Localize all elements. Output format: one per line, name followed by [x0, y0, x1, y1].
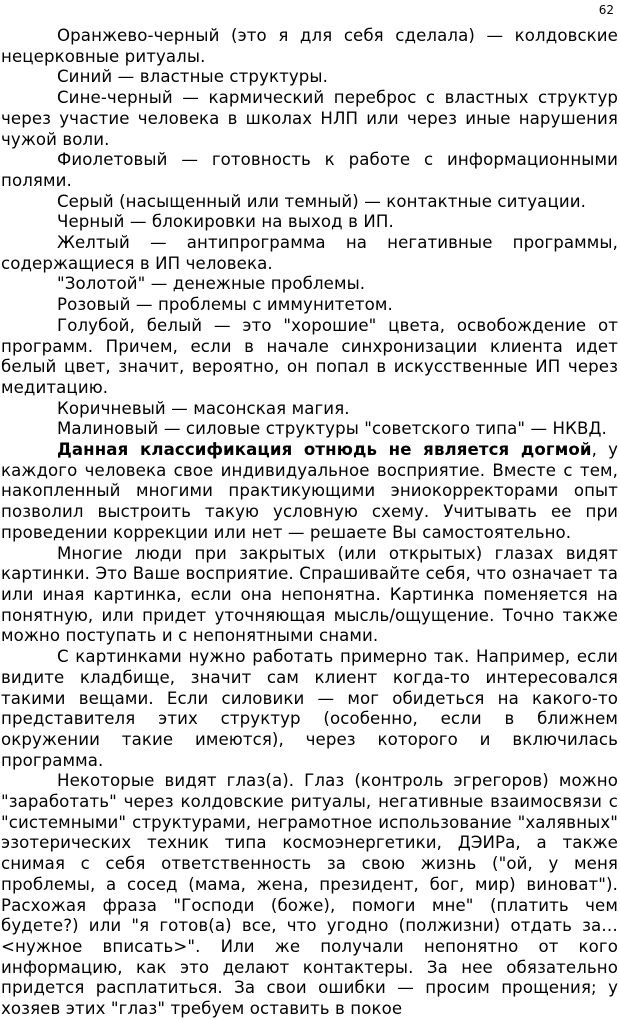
paragraph: Некоторые видят глаз(а). Глаз (контроль эгрегоров) можно "заработать" через колдовские ритуалы, негативные взаимосвязи с "системными" структурами, неграмотное использование "халявных" эзотерических техник типа космоэнергетики, ДЭИРа, а также снимая с себя ответственность за свою жизнь ("ой, у меня проблемы, а сосед (мама, жена, президент, бог, мир) виноват"). Расхожая фраза "Господи (боже), помоги мне" (платить чем будете?) или "я готов(а) все, что угодно (полжизни) отдать за… <нужное вписать>". Или же получали непонятно от кого информацию, как это делают контактеры. За нее обязательно придется расплатиться. За свои ошибки — просим прощения; у хозяев этих "глаз" требуем оставить в покое — [1, 771, 618, 1019]
paragraph: С картинками нужно работать примерно так. Например, если видите кладбище, значит сам клиент когда-то интересовался такими вещами. Если силовики — мог обидеться на какого-то представителя этих структур (особенно, если в ближнем окружении такие имеются), через которого и включилась программа. — [1, 647, 618, 770]
paragraph: Многие люди при закрытых (или открытых) глазах видят картинки. Это Ваше восприятие. Спрашивайте себя, что означает та или иная картинка, если она непонятна. Картинка поменяется на понятную, или придет уточняющая мысль/ощущение. Точно также можно поступать и с непонятными снами. — [1, 543, 618, 646]
paragraph: Оранжево-черный (это я для себя сделала) — колдовские нецерковные ритуалы. — [1, 26, 618, 66]
paragraph: Черный — блокировки на выход в ИП. — [57, 212, 394, 232]
paragraph-text: , у каждого человека свое индивидуальное восприятие. Вместе с тем, накопленный многими практикующими эниокорректорами опыт позволил выстроить такую условную схему. Учитывать ее при проведении коррекции или нет — решаете Вы самостоятельно. — [1, 440, 619, 542]
bold-lead-phrase: Данная классификация отнюдь не является догмой — [57, 440, 592, 460]
paragraph: Желтый — антипрограмма на негативные программы, содержащиеся в ИП человека. — [1, 233, 618, 273]
paragraph: Фиолетовый — готовность к работе с информационными полями. — [1, 150, 618, 190]
paragraph: Синий — властные структуры. — [57, 67, 328, 87]
paragraph: Голубой, белый — это "хорошие" цвета, освобождение от программ. Причем, если в начале синхронизации клиента идет белый цвет, значит, вероятно, он попал в искусственные ИП через медитацию. — [1, 315, 618, 397]
paragraph: Малиновый — силовые структуры "советского типа" — НКВД. — [57, 419, 607, 439]
paragraph: "Золотой" — денежные проблемы. — [57, 274, 366, 294]
page-number: 62 — [598, 3, 614, 17]
paragraph — [1, 440, 618, 544]
paragraph: Розовый — проблемы с иммунитетом. — [57, 295, 393, 315]
page-body — [1, 26, 618, 1020]
paragraph: Серый (насыщенный или темный) — контактные ситуации. — [57, 191, 586, 211]
paragraph: Сине-черный — кармический переброс с властных структур через участие человека в школах НЛП или через иные нарушения чужой воли. — [1, 88, 618, 149]
paragraph: Коричневый — масонская магия. — [57, 398, 350, 418]
